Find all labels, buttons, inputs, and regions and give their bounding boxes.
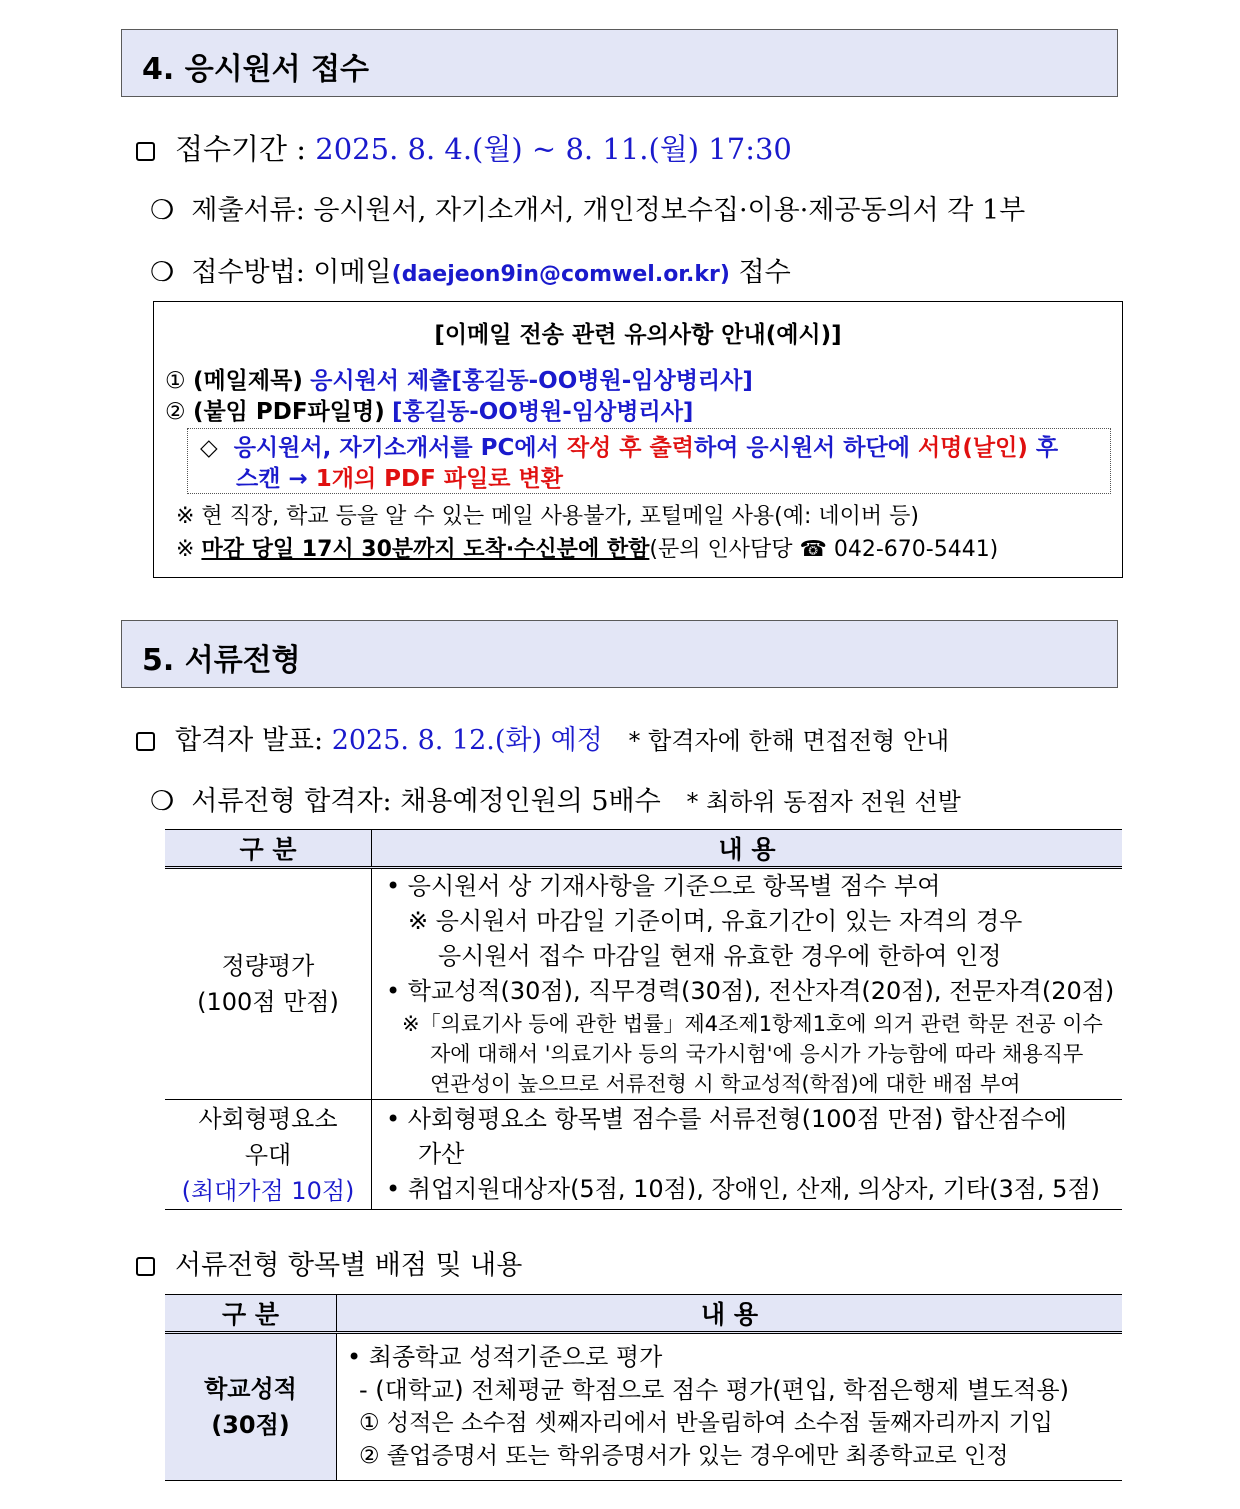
content-line: 자에 대해서 '의료기사 등의 국가시험'에 응시가 가능함에 따라 채용직무 xyxy=(430,1042,1084,1066)
note-mark: ※ xyxy=(176,537,195,562)
period-label: 접수기간 : xyxy=(175,132,307,166)
pdf-text-1b: 작성 후 출력 xyxy=(566,435,694,461)
checkbox-square-icon xyxy=(136,732,155,751)
circle-bullet-icon: ❍ xyxy=(150,257,175,288)
row-label xyxy=(165,868,372,1100)
checkbox-square-icon xyxy=(136,1257,155,1276)
docs-line xyxy=(150,188,1025,227)
circle-bullet-icon: ❍ xyxy=(150,786,175,817)
content-line: ① 성적은 소수점 셋째자리에서 반올림하여 소수점 둘째자리까지 기입 xyxy=(359,1410,1053,1436)
content-line: • 최종학교 성적기준으로 평가 xyxy=(347,1343,663,1371)
row-label-line: 우대 xyxy=(244,1140,292,1169)
section-5-header xyxy=(121,620,1118,688)
row-label-line: (최대가점 10점) xyxy=(181,1176,355,1205)
notice-note-2 xyxy=(176,532,998,563)
section-4-title: 4. 응시원서 접수 xyxy=(142,52,370,87)
announce-line xyxy=(136,718,949,757)
content-line: ※ 응시원서 마감일 기준이며, 유효기간이 있는 자격의 경우 xyxy=(408,907,1023,935)
section-5-title: 5. 서류전형 xyxy=(142,643,301,678)
notice-item-1 xyxy=(165,362,753,395)
row-label-line: (30점) xyxy=(211,1411,290,1439)
notice-item-1-label: (메일제목) xyxy=(192,368,303,394)
content-line: - (대학교) 전체평균 학점으로 점수 평가(편입, 학점은행제 별도적용) xyxy=(359,1376,1069,1404)
pdf-text-1c: 하여 응시원서 하단에 xyxy=(693,435,918,461)
pdf-instruction-line-1 xyxy=(200,429,1058,462)
content-line: • 취업지원대상자(5점, 10점), 장애인, 산재, 의상자, 기타(3점, 5점) xyxy=(386,1175,1100,1203)
pdf-text-1a: 응시원서, 자기소개서를 PC에서 xyxy=(233,435,567,461)
notice-item-2-num: ② xyxy=(165,399,186,425)
row-label-line: 학교성적 xyxy=(204,1375,297,1403)
pdf-instruction-line-2 xyxy=(236,460,563,493)
row-label-line: 정량평가 xyxy=(221,952,315,980)
pdf-text-1d: 서명(날인) xyxy=(917,435,1028,461)
notice-item-2 xyxy=(165,393,693,426)
row-content xyxy=(372,868,1123,1100)
method-line xyxy=(150,250,791,289)
announce-label: 합격자 발표: xyxy=(175,725,324,756)
method-email: (daejeon9in@comwel.or.kr) xyxy=(391,262,730,287)
announce-note: * 합격자에 한해 면접전형 안내 xyxy=(628,727,950,755)
table-header-category: 구 분 xyxy=(165,830,372,868)
notice-item-2-label: (붙임 PDF파일명) xyxy=(192,399,385,425)
content-line: 연관성이 높으므로 서류전형 시 학교성적(학점)에 대한 배점 부여 xyxy=(430,1072,1021,1096)
content-line: ※「의료기사 등에 관한 법률」제4조제1항제1호에 의거 관련 학문 전공 이수 xyxy=(402,1012,1103,1036)
content-line: 가산 xyxy=(418,1140,465,1168)
table-row xyxy=(165,868,1122,1100)
content-line: 응시원서 접수 마감일 현재 유효한 경우에 한하여 인정 xyxy=(438,942,1002,970)
pass-note: * 최하위 동점자 전원 선발 xyxy=(686,788,961,816)
table-row xyxy=(165,1333,1122,1481)
content-line: • 사회형평요소 항목별 점수를 서류전형(100점 만점) 합산점수에 xyxy=(386,1105,1067,1133)
row-content xyxy=(372,1100,1123,1210)
content-line: • 학교성적(30점), 직무경력(30점), 전산자격(20점), 전문자격(20점) xyxy=(386,977,1115,1005)
period-value: 2025. 8. 4.(월) ~ 8. 11.(월) 17:30 xyxy=(315,132,792,166)
row-label-line: (100점 만점) xyxy=(197,988,339,1016)
docs-text: 제출서류: 응시원서, 자기소개서, 개인정보수집·이용·제공동의서 각 1부 xyxy=(191,195,1026,226)
pdf-text-2b: 1개의 PDF 파일로 변환 xyxy=(315,466,563,492)
circle-bullet-icon: ❍ xyxy=(150,195,175,226)
pass-line xyxy=(150,779,961,818)
notice-item-1-value: 응시원서 제출[홍길동-OO병원-임상병리사] xyxy=(310,368,753,394)
method-prefix: 접수방법: 이메일 xyxy=(191,257,392,288)
table2-title: 서류전형 항목별 배점 및 내용 xyxy=(175,1250,523,1281)
notice-title: [이메일 전송 관련 유의사항 안내(예시)] xyxy=(434,322,842,348)
row-label xyxy=(165,1100,372,1210)
table-header-category: 구 분 xyxy=(165,1295,337,1333)
notice-item-2-value: [홍길동-OO병원-임상병리사] xyxy=(392,399,694,425)
table-row xyxy=(165,1100,1122,1210)
pdf-text-1e: 후 xyxy=(1027,435,1059,461)
pdf-text-2a: 스캔 → xyxy=(236,466,316,492)
method-suffix: 접수 xyxy=(738,257,791,288)
contact-text: (문의 인사담당 ☎ 042-670-5441) xyxy=(649,537,999,562)
diamond-bullet-icon: ◇ xyxy=(200,435,218,461)
row-label xyxy=(165,1333,337,1481)
table-header-content: 내 용 xyxy=(337,1295,1123,1333)
content-line: • 응시원서 상 기재사항을 기준으로 항목별 점수 부여 xyxy=(386,872,941,900)
screening-table xyxy=(165,829,1122,1210)
notice-item-1-num: ① xyxy=(165,368,186,394)
pass-text: 서류전형 합격자: 채용예정인원의 5배수 xyxy=(191,786,661,817)
content-line: ② 졸업증명서 또는 학위증명서가 있는 경우에만 최종학교로 인정 xyxy=(359,1443,1009,1469)
announce-value: 2025. 8. 12.(화) 예정 xyxy=(331,725,603,756)
table-header-content: 내 용 xyxy=(372,830,1123,868)
row-label-line: 사회형평요소 xyxy=(198,1104,338,1133)
checkbox-square-icon xyxy=(136,142,155,161)
period-line xyxy=(136,127,792,168)
scoring-table xyxy=(165,1294,1122,1481)
row-content xyxy=(337,1333,1123,1481)
deadline-text: 마감 당일 17시 30분까지 도착·수신분에 한함 xyxy=(201,537,650,562)
notice-note-1: ※ 현 직장, 학교 등을 알 수 있는 메일 사용불가, 포털메일 사용(예: 네이버 등) xyxy=(176,504,919,529)
table2-title-line xyxy=(136,1243,522,1282)
section-4-header xyxy=(121,29,1118,97)
